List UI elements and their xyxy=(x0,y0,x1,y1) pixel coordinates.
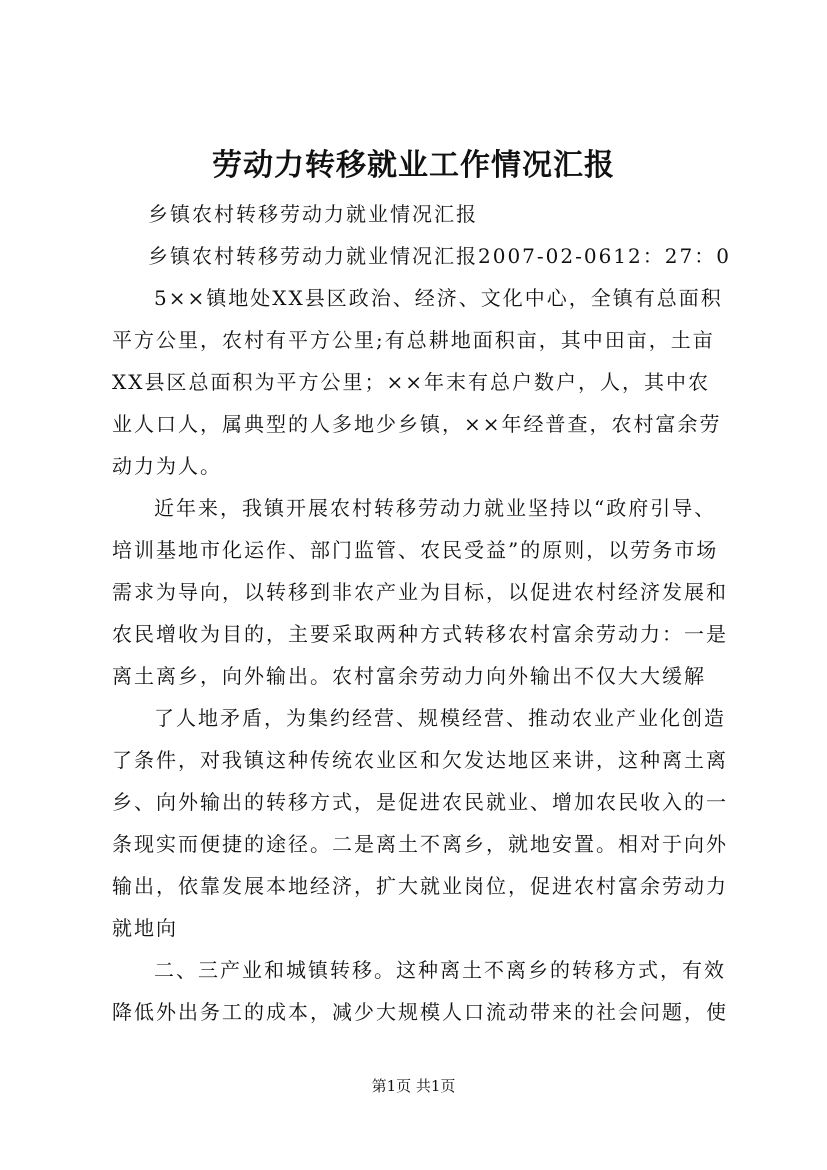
text-line: 了条件，对我镇这种传统农业区和欠发达地区来讲，这种离土离 xyxy=(112,748,728,772)
text-line: 就地向 xyxy=(112,916,178,940)
text-line: 输出，依靠发展本地经济，扩大就业岗位，促进农村富余劳动力 xyxy=(112,874,728,898)
text-line: 乡、向外输出的转移方式，是促进农民就业、增加农民收入的一 xyxy=(112,790,728,814)
text-line: XX县区总面积为平方公里；××年末有总户数户，人，其中农 xyxy=(112,370,710,394)
text-line: 动力为人。 xyxy=(112,454,222,478)
text-line: 乡镇农村转移劳动力就业情况汇报 xyxy=(148,202,478,226)
text-line: 业人口人，属典型的人多地少乡镇，××年经普查，农村富余劳 xyxy=(112,412,722,436)
text-line: 农民增收为目的，主要采取两种方式转移农村富余劳动力：一是 xyxy=(112,622,728,646)
text-line: 乡镇农村转移劳动力就业情况汇报2007-02-0612：27：0 xyxy=(148,244,731,268)
document-title: 劳动力转移就业工作情况汇报 xyxy=(212,148,615,183)
text-line: 平方公里，农村有平方公里;有总耕地面积亩，其中田亩，土亩 xyxy=(112,328,715,352)
text-line: 需求为导向，以转移到非农产业为目标，以促进农村经济发展和 xyxy=(112,580,728,604)
text-line: 5××镇地处XX县区政治、经济、文化中心，全镇有总面积 xyxy=(154,286,723,310)
text-line: 了人地矛盾，为集约经营、规模经营、推动农业产业化创造 xyxy=(154,706,726,730)
page-footer: 第1页 共1页 xyxy=(371,1077,456,1095)
text-line: 离土离乡，向外输出。农村富余劳动力向外输出不仅大大缓解 xyxy=(112,664,706,688)
text-line: 条现实而便捷的途径。二是离土不离乡，就地安置。相对于向外 xyxy=(112,832,728,856)
text-line: 二、三产业和城镇转移。这种离土不离乡的转移方式，有效 xyxy=(154,958,726,982)
text-line: 近年来，我镇开展农村转移劳动力就业坚持以“政府引导、 xyxy=(154,496,717,520)
text-line: 培训基地市化运作、部门监管、农民受益”的原则，以劳务市场 xyxy=(112,538,719,562)
text-line: 降低外出务工的成本，减少大规模人口流动带来的社会问题，使 xyxy=(112,1000,728,1024)
